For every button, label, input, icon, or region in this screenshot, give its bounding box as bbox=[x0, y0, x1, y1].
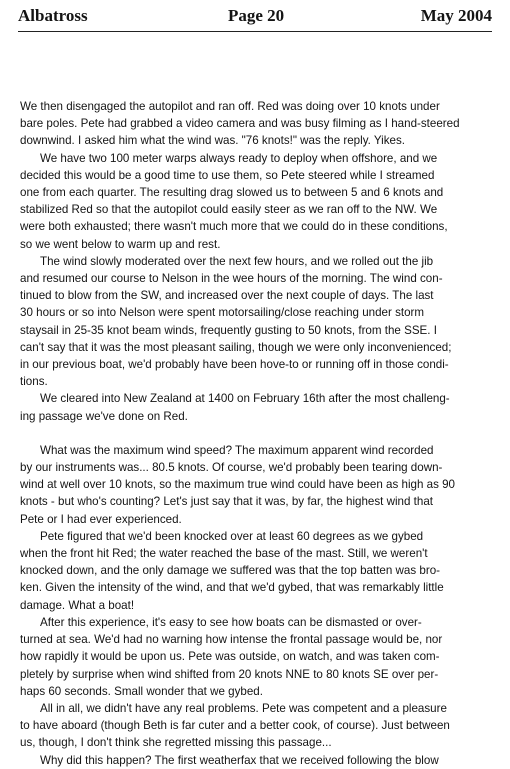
text-line: staysail in 25-35 knot beam winds, frequently gusting to 50 knots, from the SSE. I bbox=[20, 323, 437, 337]
text-line: After this experience, it's easy to see how boats can be dismasted or over- bbox=[40, 615, 422, 629]
text-line: The wind slowly moderated over the next few hours, and we rolled out the jib bbox=[40, 254, 434, 268]
article-body bbox=[20, 98, 496, 769]
text-line: Pete or I had ever experienced. bbox=[20, 512, 182, 526]
text-line: in our previous boat, we'd probably have been hove-to or running off in those condi- bbox=[20, 358, 449, 372]
text-line: All in all, we didn't have any real problems. Pete was competent and a pleasure bbox=[40, 701, 447, 715]
text-line: by our instruments was... 80.5 knots. Of course, we'd probably been tearing down- bbox=[20, 461, 443, 475]
text-line: wind at well over 10 knots, so the maximum true wind could have been as high as 90 bbox=[20, 478, 456, 492]
header-rule bbox=[18, 31, 492, 32]
text-line: pletely by surprise when wind shifted from 20 knots NNE to 80 knots SE over per- bbox=[20, 667, 439, 681]
paragraph-gap bbox=[20, 425, 496, 442]
text-line: tions. bbox=[20, 375, 48, 389]
text-line: We have two 100 meter warps always ready to deploy when offshore, and we bbox=[40, 151, 438, 165]
text-line: We then disengaged the autopilot and ran off. Red was doing over 10 knots under bbox=[20, 100, 440, 113]
text-line: to have aboard (though Beth is far cuter and a better cook, of course). Just between bbox=[20, 719, 450, 733]
text-line: can't say that it was the most pleasant sailing, though we were only inconvenienced; bbox=[20, 340, 452, 354]
text-line: one from each quarter. The resulting drag slowed us to between 5 and 6 knots and bbox=[20, 186, 444, 200]
text-line: ken. Given the intensity of the wind, and that we'd gybed, that was remarkably little bbox=[20, 581, 444, 595]
text-line: 30 hours or so into Nelson were spent motorsailing/close reaching under storm bbox=[20, 306, 425, 320]
text-line: were both exhausted; there wasn't much more that we could do in these conditions, bbox=[20, 220, 448, 234]
text-line: Why did this happen? The first weatherfax that we received following the blow bbox=[40, 753, 439, 767]
page-number: Page 20 bbox=[228, 6, 285, 25]
page-header bbox=[18, 6, 492, 30]
text-line: knocked down, and the only damage we suffered was that the top batten was bro- bbox=[20, 564, 441, 578]
publication-title: Albatross bbox=[18, 6, 88, 25]
text-line: downwind. I asked him what the wind was. "76 knots!" was the reply. Yikes. bbox=[20, 134, 405, 148]
text-line: how rapidly it would be upon us. Pete was outside, on watch, and was taken com- bbox=[20, 650, 440, 664]
issue-date: May 2004 bbox=[420, 6, 492, 25]
text-line: decided this would be a good time to use them, so Pete steered while I streamed bbox=[20, 168, 435, 182]
text-line: us, though, I don't think she regretted missing this passage... bbox=[20, 736, 332, 750]
text-line: bare poles. Pete had grabbed a video camera and was busy filming as I hand-steered bbox=[20, 117, 460, 131]
text-line: damage. What a boat! bbox=[20, 598, 135, 612]
text-line: so we went below to warm up and rest. bbox=[20, 237, 221, 251]
text-line: tinued to blow from the SW, and increased over the next couple of days. The last bbox=[20, 289, 434, 303]
text-line: when the front hit Red; the water reached the base of the mast. Still, we weren't bbox=[20, 547, 428, 561]
text-line: haps 60 seconds. Small wonder that we gybed. bbox=[20, 684, 263, 698]
text-line: turned at sea. We'd had no warning how intense the frontal passage would be, nor bbox=[20, 633, 443, 647]
text-line: Pete figured that we'd been knocked over at least 60 degrees as we gybed bbox=[40, 529, 424, 543]
text-line: ing passage we've done on Red. bbox=[20, 409, 188, 423]
text-line: knots - but who's counting? Let's just say that it was, by far, the highest wind that bbox=[20, 495, 434, 509]
text-line: We cleared into New Zealand at 1400 on February 16th after the most challeng- bbox=[40, 392, 450, 406]
text-line: stabilized Red so that the autopilot could easily steer as we ran off to the NW. We bbox=[20, 203, 438, 217]
text-line: and resumed our course to Nelson in the wee hours of the morning. The wind con- bbox=[20, 272, 443, 286]
text-line: What was the maximum wind speed? The maximum apparent wind recorded bbox=[40, 443, 434, 457]
